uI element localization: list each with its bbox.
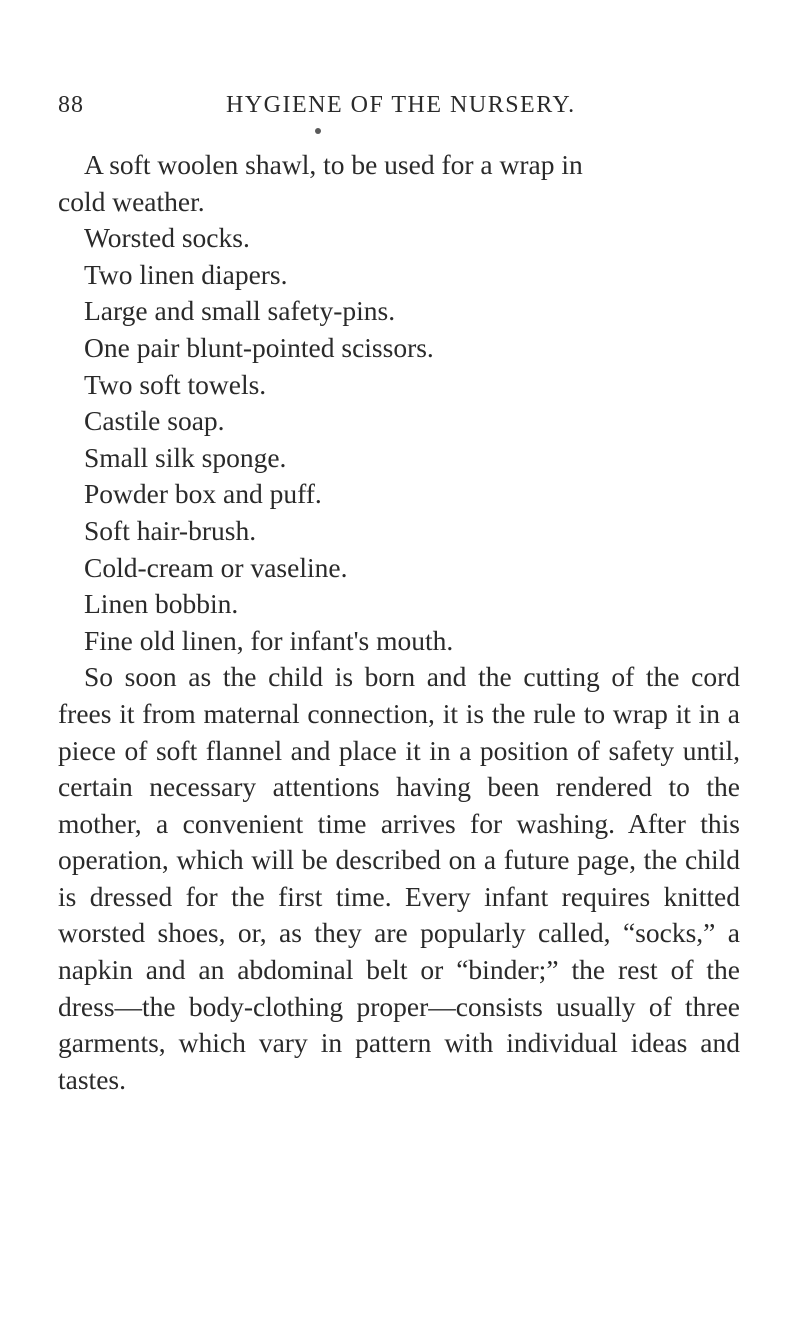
list-item: Large and small safety-pins. <box>84 295 396 327</box>
body-text <box>58 147 740 1098</box>
list-item: Two soft towels. <box>84 368 267 400</box>
list-item: Linen bobbin. <box>84 588 239 620</box>
running-title: HYGIENE OF THE NURSERY. <box>226 92 576 118</box>
list-item: Soft hair-brush. <box>84 514 257 546</box>
list-item-shawl: A soft woolen shawl, to be used for a wrap in <box>84 149 583 180</box>
list-item: One pair blunt-pointed scissors. <box>84 331 434 363</box>
page-number: 88 <box>58 92 84 118</box>
running-head <box>58 92 748 122</box>
list-item: Powder box and puff. <box>84 478 322 510</box>
list-item: Small silk sponge. <box>84 441 287 473</box>
list-item: Cold-cream or vaseline. <box>84 551 348 583</box>
list-item: Castile soap. <box>84 405 225 437</box>
ink-speck <box>315 128 321 134</box>
list-item: Worsted socks. <box>84 222 250 254</box>
list-item-shawl-continued: cold weather. <box>58 185 205 217</box>
list-item: Fine old linen, for infant's mouth. <box>84 624 454 656</box>
list-item: Two linen diapers. <box>84 258 288 290</box>
book-page <box>58 0 748 1321</box>
body-paragraph: So soon as the child is born and the cutting of the cord frees it from maternal connection, it is the rule to wrap it in a piece of soft flannel and place it in a position of safety until, certain necessary attentions having been rendered to the mother, a convenient time arrives for washing. After this operation, which will be described on a future page, the child is dressed for the first time. Every infant requires knitted worsted shoes, or, as they are popularly called, “socks,” a napkin and an abdominal belt or “binder;” the rest of the dress—the body-clothing proper—consists usually of three garments, which vary in pattern with individual ideas and tastes. <box>58 661 740 1095</box>
